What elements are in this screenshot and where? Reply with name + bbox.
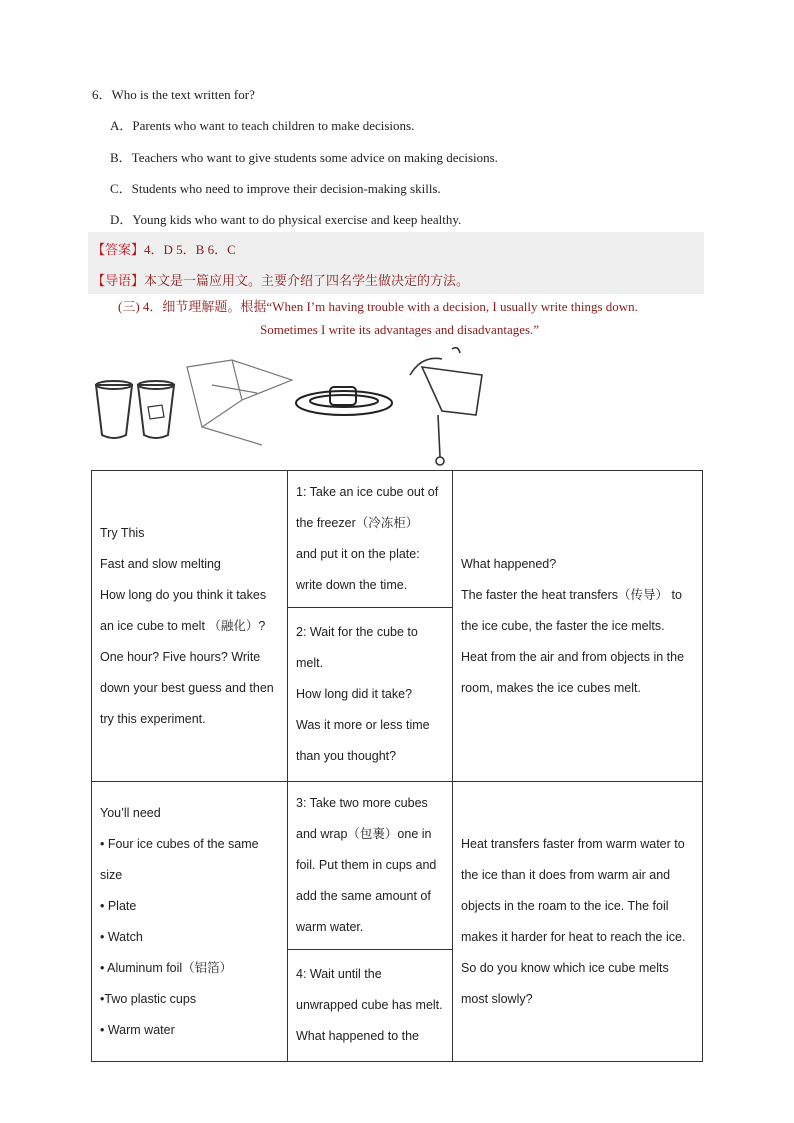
cell-line: Try This [100,525,145,540]
cell-line: the freezer（冷冻柜） [296,516,419,530]
cups-illustration [96,381,174,438]
option-text: Students who need to improve their decision-making skills. [131,181,441,196]
step-3-cell [288,782,453,950]
option-b [110,147,498,166]
cell-line: 4: Wait until the [296,967,382,981]
cell-line: try this experiment. [100,711,206,726]
cell-line: melt. [296,656,324,670]
cell-line: •Two plastic cups [100,991,197,1006]
explanation-line-2: Sometimes I write its advantages and disadvantages.” [260,322,540,337]
cell-line: makes it harder for heat to reach the ice. [461,929,686,944]
cell-line: One hour? Five hours? Write [100,649,261,664]
option-letter: D． [110,212,133,227]
cell-line: warm water. [296,920,364,934]
guide-label: 【导语】 [92,273,145,288]
cell-line: most slowly? [461,991,533,1006]
question-text: Who is the text written for? [111,87,255,102]
answer-value: 4．D 5．B 6．C [144,242,236,257]
cell-line: What happened to the [296,1029,420,1043]
cell-line: the ice cube, the faster the ice melts. [461,618,665,633]
option-text: Teachers who want to give students some advice on making decisions. [131,150,498,165]
cell-line: How long do you think it takes [100,587,267,602]
cell-line: 2: Wait for the cube to [296,625,418,639]
cell-line: size [100,867,123,882]
cell-line: What happened? [461,556,557,571]
option-text: Young kids who want to do physical exercise and keep healthy. [132,212,462,227]
cell-line: Heat transfers faster from warm water to [461,836,685,851]
cell-line: down your best guess and then [100,680,274,695]
option-c [110,178,441,197]
option-letter: C． [110,181,132,196]
cell-line: You’ll need [100,805,161,820]
option-letter: A． [110,118,133,133]
explanation-line-1: (三) 4．细节理解题。根据“When I’m having trouble with a decision, I usually write things down. [118,299,638,314]
cell-line: and put it on the plate: [296,547,420,561]
cell-line: • Warm water [100,1022,175,1037]
cell-line: write down the time. [296,578,408,592]
cell-line: • Watch [100,929,143,944]
what-happened-cell [453,471,703,782]
experiment-illustration [92,345,512,470]
cell-line: the ice than it does from warm air and [461,867,671,882]
cell-line: an ice cube to melt （融化）? [100,618,266,633]
foil-illustration [187,360,292,445]
cell-line: • Plate [100,898,137,913]
step-4-cell [288,950,453,1062]
cell-line: 3: Take two more cubes [296,796,428,810]
option-text: Parents who want to teach children to make decisions. [132,118,415,133]
cell-line: foil. Put them in cups and [296,858,437,872]
cell-line: How long did it take? [296,687,413,701]
option-d [110,209,461,228]
cell-line: than you thought? [296,749,397,763]
option-a [110,115,414,134]
option-letter: B． [110,150,132,165]
heat-transfer-cell [453,782,703,1062]
plate-illustration [296,387,392,415]
cell-line: room, makes the ice cubes melt. [461,680,641,695]
question-6 [92,84,255,103]
answer-label: 【答案】 [92,242,145,257]
cell-line: • Four ice cubes of the same [100,836,259,851]
cell-line: and wrap（包裹）one in [296,827,432,841]
cell-line: So do you know which ice cube melts [461,960,669,975]
watering-can-illustration [410,348,482,465]
guide-text: 本文是一篇应用文。主要介绍了四名学生做决定的方法。 [144,273,470,288]
step-1-cell [288,471,453,608]
cell-line: Heat from the air and from objects in the [461,649,685,664]
cell-line: Fast and slow melting [100,556,221,571]
cell-line: • Aluminum foil（铝箔） [100,960,233,975]
cell-line: add the same amount of [296,889,431,903]
you-will-need-cell [92,782,288,1062]
cell-line: 1: Take an ice cube out of [296,485,439,499]
experiment-table [91,470,703,1062]
cell-line: The faster the heat transfers（传导） to [461,587,682,602]
answer-row [92,239,236,258]
question-number: 6． [92,87,112,102]
step-2-cell [288,608,453,782]
try-this-cell [92,471,288,782]
guide-row [92,270,469,289]
cell-line: unwrapped cube has melt. [296,998,443,1012]
cell-line: Was it more or less time [296,718,430,732]
answer-box [88,232,704,294]
cell-line: objects in the roam to the ice. The foil [461,898,669,913]
